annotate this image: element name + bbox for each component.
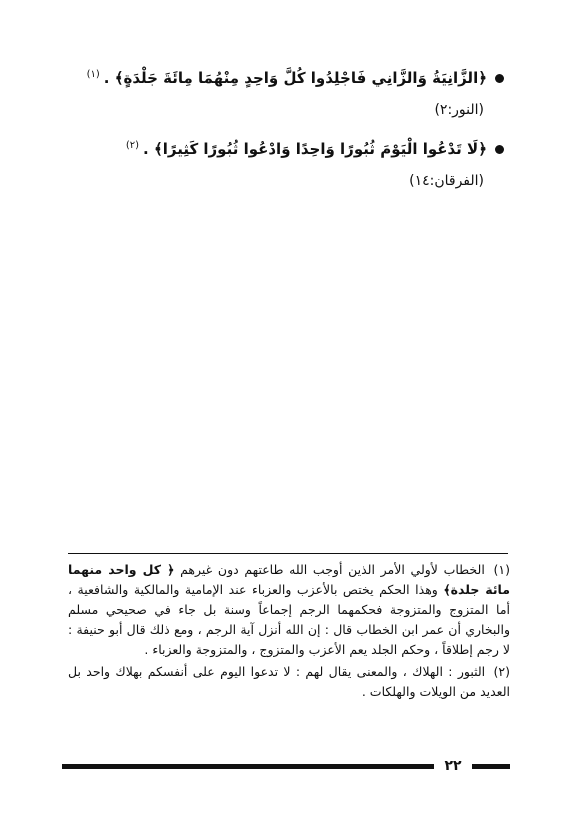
verse-2-source: (الفرقان:١٤) [409, 173, 484, 189]
verse-1-source: (النور:٢) [434, 102, 484, 118]
verse-2 [64, 135, 504, 160]
footer-bar-right [472, 764, 510, 769]
footnote-2-text: الثبور : الهلاك ، والمعنى يقال لهم : لا تدعوا اليوم على أنفسكم بهلاك واحد بل العديد من الويلات والهلكات . [68, 664, 510, 699]
footnote-1-part2: وهذا الحكم يختص بالأعزب والعزباء عند الإمامية والمالكية والشافعية ، أما المتزوج والمتزوجة فحكمهما الرجم إجماعاً وسنة بل جاء في صحيحي مسلم والبخاري أن عمر ابن الخطاب قال : إن الله أنزل آية الرجم ، ومع ذلك قال أبو حنيفة : لا رجم إطلاقاً ، وحكم الجلد يعم الأعزب والمتزوج ، والمتزوجة والعزباء . [68, 582, 510, 657]
footnote-2-number: (٢) [493, 664, 510, 679]
verse-2-footnote-ref[interactable]: (٢) [125, 140, 140, 151]
page-number: ٢٢ [444, 758, 462, 774]
footnotes [68, 560, 510, 702]
verse-2-text: ﴿لَا تَدْعُوا الْيَوْمَ ثُبُورًا وَاحِدًا وَادْعُوا ثُبُورًا كَثِيرًا﴾ . [143, 140, 487, 158]
verse-1 [64, 64, 504, 89]
footnote-1-number: (١) [493, 562, 510, 577]
verse-1-footnote-ref[interactable]: (١) [86, 69, 100, 80]
footnote-1-part1: الخطاب لأولي الأمر الذين أوجب الله طاعتهم دون غيرهم [180, 562, 485, 577]
bullet-icon [495, 145, 504, 154]
footnote-divider [68, 553, 508, 554]
footer-bar-left [62, 764, 434, 769]
footnote-1 [68, 560, 510, 660]
verse-1-text: ﴿الزَّانِيَةُ وَالزَّانِي فَاجْلِدُوا كُلَّ وَاحِدٍ مِنْهُمَا مِائَةَ جَلْدَةٍ﴾ . [103, 69, 487, 87]
bullet-icon [495, 74, 504, 83]
footnote-1-quote: ﴿ كل واحد منهما مائة جلدة﴾ [68, 562, 510, 597]
footnote-2 [68, 662, 510, 702]
